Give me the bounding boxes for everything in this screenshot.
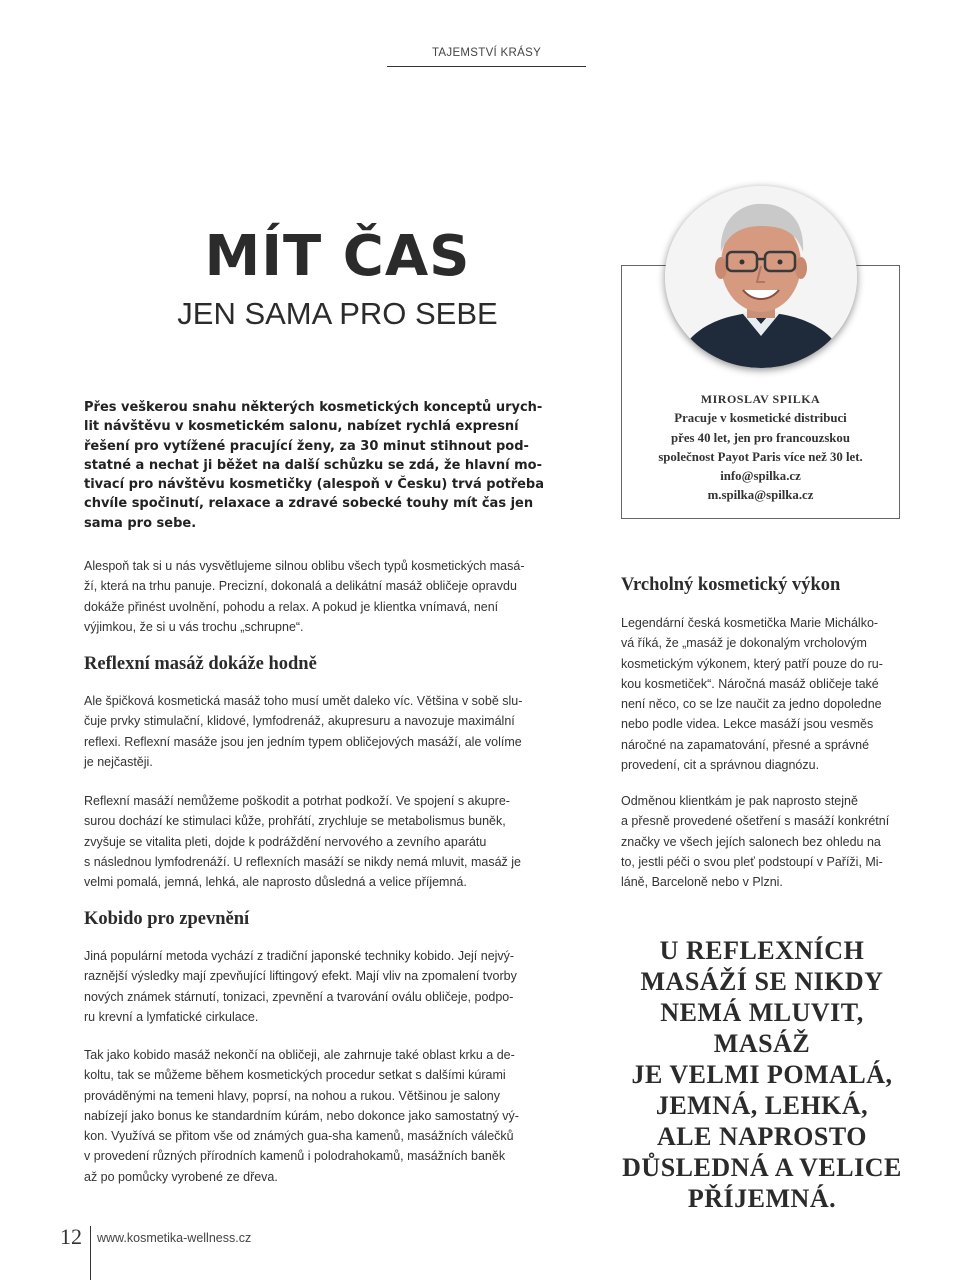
text-line: je nejčastěji. (84, 754, 153, 769)
author-email: info@spilka.cz (720, 469, 801, 484)
text-line: zvyšuje se vitalita pleti, dojde k podráždění nervového a zevního aparátu (84, 834, 487, 849)
text-line: kou kosmetiček“. Náročná masáž obličeje také (621, 676, 879, 691)
text-line: velmi pomalá, jemná, lehká, ale naprosto důsledná a velice příjemná. (84, 875, 467, 890)
body-paragraph (84, 946, 548, 1027)
quote-line: PŘÍJEMNÁ. (687, 1184, 837, 1213)
body-paragraph (84, 1045, 548, 1187)
text-line: Tak jako kobido masáž nekončí na obličeji, ale zahrnuje také oblast krku a de- (84, 1048, 515, 1062)
footer-url: www.kosmetika-wellness.cz (97, 1231, 252, 1245)
portrait-illustration (665, 186, 857, 368)
text-line: v provedení různých přírodních kamenů i polodrahokamů, masážních baněk (84, 1149, 506, 1164)
lead-line: Přes veškerou snahu některých kosmetických konceptů urych- (84, 400, 543, 415)
text-line: ží, která na trhu panuje. Precizní, dokonalá a delikátní masáž obličeje opravdu (84, 579, 517, 594)
lead-line: řešení pro vytížené pracující ženy, za 30 minut stihnout pod- (84, 438, 529, 454)
section-label: TAJEMSTVÍ KRÁSY (431, 47, 542, 59)
pull-quote (612, 935, 912, 1214)
text-line: čuje prvky stimulační, klidové, lymfodrenáž, akupresuru a navozuje maximální (84, 714, 515, 729)
text-line: nových známek stárnutí, tonizaci, zpevnění a tvarování oválu obličeje, podpo- (84, 989, 514, 1004)
section-heading: Vrcholný kosmetický výkon (621, 575, 841, 595)
author-bio (621, 390, 900, 506)
text-line: raznější výsledky mají zpevňující liftingový efekt. Mají vliv na zpomalení tvorby (84, 969, 517, 984)
author-portrait (665, 186, 857, 368)
article-subtitle: JEN SAMA PRO SEBE (177, 296, 498, 331)
article-title: MÍT ČAS (204, 224, 471, 289)
section-rule (387, 66, 586, 67)
section-heading: Reflexní masáž dokáže hodně (84, 654, 317, 674)
text-line: a přesně provedené ošetření s masáží konkrétní (621, 814, 890, 829)
text-line: ru krevní a lymfatické cirkulace. (84, 1009, 259, 1024)
body-paragraph (621, 791, 901, 892)
lead-line: sama pro sebe. (84, 515, 197, 531)
text-line: Reflexní masáží nemůžeme poškodit a potrhat podkoží. Ve spojení s akupre- (84, 794, 510, 808)
text-line: Legendární česká kosmetička Marie Michálko- (621, 616, 879, 630)
text-line: kon. Využívá se přitom vše od známých gua-sha kamenů, masážních válečků (84, 1129, 514, 1144)
text-line: provedení, cit a správnou diagnózu. (621, 758, 820, 773)
body-paragraph (84, 791, 548, 892)
author-name: MIROSLAV SPILKA (700, 392, 821, 406)
text-line: Odměnou klientkám je pak naprosto stejně (621, 794, 858, 808)
text-line: prováděnými na temeni hlavy, poprsí, na nohou a rukou. Většinou je salony (84, 1088, 500, 1103)
quote-line: DŮSLEDNÁ A VELICE (622, 1153, 902, 1182)
text-line: nebo podle videa. Lekce masáží jsou vesměs (621, 717, 874, 732)
text-line: nabízejí jako bonus ke standardním kúrám, nebo dokonce jako samostatný vý- (84, 1108, 519, 1123)
quote-line: NEMÁ MLUVIT, MASÁŽ (660, 998, 864, 1058)
text-line: dokáže přinést uvolnění, pohodu a relax. A pokud je klientka vnímavá, není (84, 599, 499, 614)
lead-line: lit návštěvu v kosmetickém salonu, nabízet rychlá expresní (84, 419, 519, 435)
text-line: vá říká, že „masáž je dokonalým vrcholovým (621, 636, 867, 651)
text-line: kosmetickým výkonem, který patří pouze do ru- (621, 656, 883, 671)
text-line: koltu, tak se můžeme během kosmetických procedur setkat s dalšími kúrami (84, 1068, 506, 1083)
text-line: Alespoň tak si u nás vysvětlujeme silnou oblibu všech typů kosmetických masá- (84, 559, 525, 573)
text-line: Ale špičková kosmetická masáž toho musí umět daleko víc. Většina v sobě slu- (84, 694, 523, 708)
text-line: to, jestli péči o svou pleť podstoupí v Paříži, Mi- (621, 854, 883, 869)
body-paragraph (84, 691, 548, 772)
section-heading: Kobido pro zpevnění (84, 909, 250, 929)
lead-line: statné a nechat ji běžet na další schůzku se zdá, že hlavní mo- (84, 457, 542, 473)
text-line: náročné na zapamatování, přesné a správné (621, 737, 870, 752)
text-line: reflexi. Reflexní masáže jsou jen jedním typem obličejových masáží, ale volíme (84, 734, 522, 749)
text-line: surou dochází ke stimulaci kůže, prohřátí, zrychluje se metabolismus buněk, (84, 814, 506, 829)
quote-line: JE VELMI POMALÁ, (631, 1060, 893, 1089)
lead-line: tivací pro návštěvu kosmetičky (alespoň v Česku) trvá potřeba (84, 477, 545, 493)
text-line: výjimkou, že si u vás trochu „schrupne“. (84, 619, 304, 634)
quote-line: ALE NAPROSTO (657, 1122, 867, 1151)
quote-line: U REFLEXNÍCH (659, 936, 865, 965)
bio-line: Pracuje v kosmetické distribuci (674, 411, 847, 426)
text-line: láně, Barceloně nebo v Plzni. (621, 875, 783, 890)
author-email: m.spilka@spilka.cz (707, 488, 814, 503)
bio-line: přes 40 let, jen pro francouzskou (671, 430, 850, 445)
body-paragraph (84, 556, 548, 637)
lead-line: chvíle spočinutí, relaxace a zdravé sobecké touhy mít čas jen (84, 496, 534, 512)
quote-line: JEMNÁ, LEHKÁ, (655, 1091, 869, 1120)
bio-line: společnost Payot Paris více než 30 let. (658, 449, 863, 464)
text-line: Jiná populární metoda vychází z tradiční japonské techniky kobido. Její nejvý- (84, 949, 515, 963)
lead-paragraph (84, 398, 548, 533)
quote-line: MASÁŽÍ SE NIKDY (640, 967, 884, 996)
body-paragraph (621, 613, 901, 775)
footer-rule (90, 1226, 91, 1280)
text-line: s následnou lymfodrenáží. U reflexních masáží se nikdy nemá mluvit, masáž je (84, 854, 521, 869)
text-line: značky ve všech jejích salonech bez ohledu na (621, 834, 881, 849)
page-number: 12 (60, 1224, 82, 1249)
text-line: není něco, co se lze naučit za jedno dopoledne (621, 697, 882, 712)
text-line: až po pomůcky vyrobené ze dřeva. (84, 1169, 278, 1184)
